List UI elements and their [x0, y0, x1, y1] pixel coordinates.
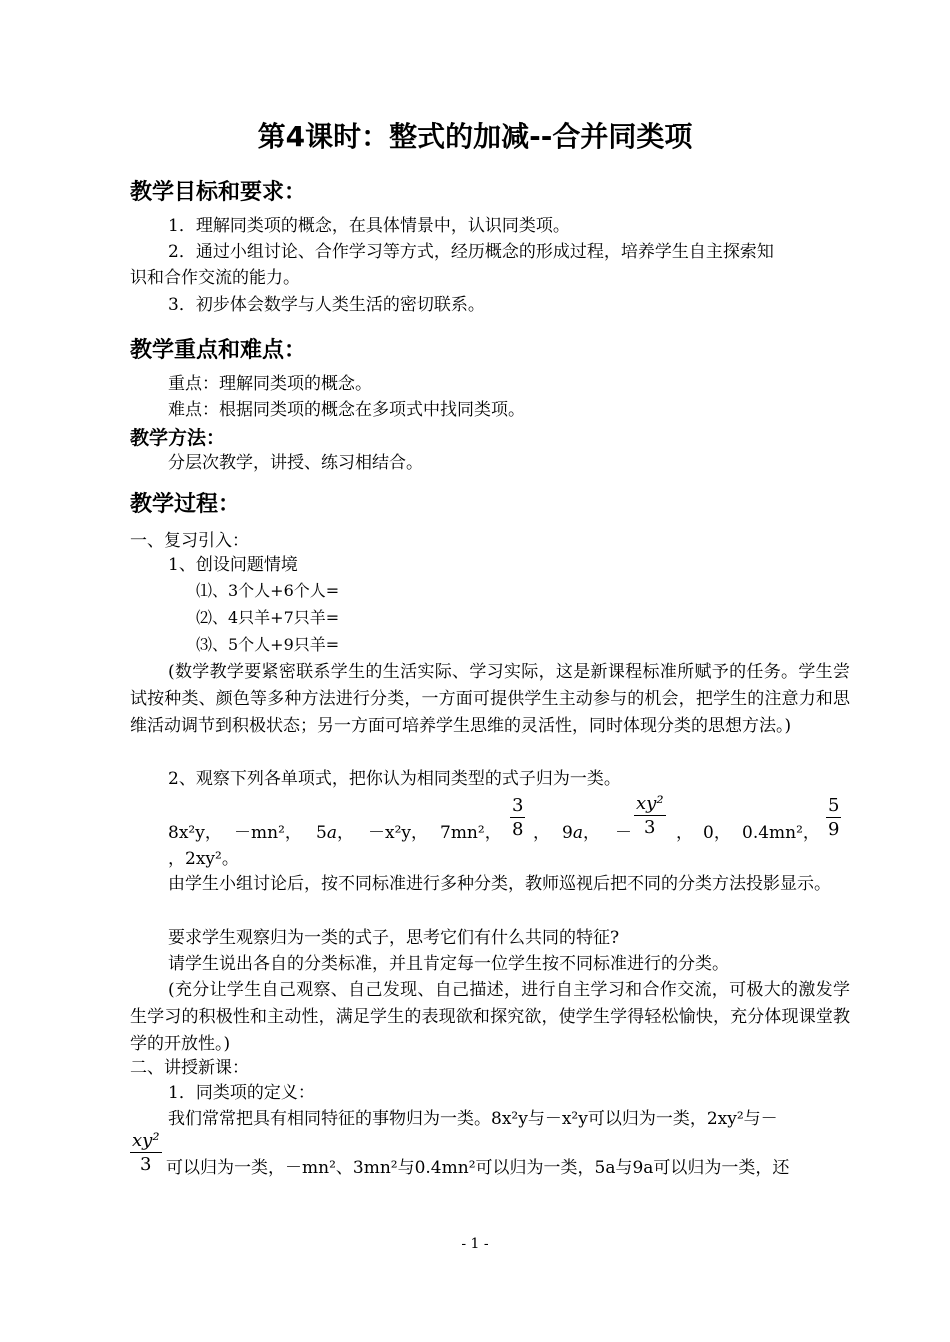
term-zero: 0， — [703, 823, 731, 843]
term-comma-2: ， — [676, 823, 693, 843]
teaching-note-1: (数学教学要紧密联系学生的生活实际、学习实际，这是新课程标准所赋予的任务。学生尝试按种类、颜色等多种方法进行分类，一方面可提供学生主动参与的机会，把学生的注意力和思维活动调节到积极状态；另一方面可培养学生思维的灵活性，同时体现分类的思想方法。) — [130, 662, 850, 736]
part-review: 一、复习引入： — [130, 531, 249, 551]
key-point: 重点：理解同类项的概念。 — [168, 374, 372, 394]
objective-1: 1．理解同类项的概念，在具体情景中，认识同类项。 — [168, 216, 570, 236]
difficult-point: 难点：根据同类项的概念在多项式中找同类项。 — [168, 400, 525, 420]
objective-3: 3．初步体会数学与人类生活的密切联系。 — [168, 295, 485, 315]
definition-line-2: 可以归为一类，－mn²、3mn²与0.4mn²可以归为一类，5a与9a可以归为一类，还 — [166, 1158, 790, 1178]
term-neg-x2y: －x²y， — [368, 823, 429, 843]
heading-method: 教学方法： — [130, 427, 226, 449]
step-observe: 2、观察下列各单项式，把你认为相同类型的式子归为一类。 — [168, 769, 621, 789]
question-1: ⑴、3个人+6个人= — [196, 581, 340, 600]
teaching-note-2: (充分让学生自己观察、自己发现、自己描述，进行自主学习和合作交流，可极大的激发学生学习的积极性和主动性，满足学生的表现欲和探究欲，使学生学得轻松愉快，充分体现课堂教学的开放性。) — [130, 980, 850, 1054]
objective-2: 2．通过小组讨论、合作学习等方式，经历概念的形成过程，培养学生自主探索知 — [168, 242, 774, 262]
paragraph-group-discussion: 由学生小组讨论后，按不同标准进行多种分类，教师巡视后把不同的分类方法投影显示。 — [168, 874, 831, 894]
term-2xy2: ，2xy²。 — [168, 849, 239, 869]
fraction-5-9: $\frac{5}{9}$ — [828, 795, 840, 840]
paragraph-say: 请学生说出各自的分类标准，并且肯定每一位学生按不同标准进行的分类。 — [168, 954, 729, 974]
fraction-xy2-3: $\frac{\text{xy²}}{3}$ — [636, 793, 664, 838]
definition-title: 1．同类项的定义： — [168, 1083, 315, 1103]
fraction-xy2-3-b: $\frac{\text{xy²}}{3}$ — [132, 1130, 160, 1175]
step-situation: 1、创设问题情境 — [168, 555, 298, 575]
term-0.4mn2: 0.4mn²， — [742, 823, 820, 843]
heading-objectives: 教学目标和要求： — [130, 180, 307, 205]
term-9a: 9a， — [562, 823, 600, 843]
question-2: ⑵、4只羊+7只羊= — [196, 608, 340, 627]
question-3: ⑶、5个人+9只羊= — [196, 635, 340, 654]
fraction-3-8: $\frac{3}{8}$ — [512, 795, 524, 840]
heading-key-points: 教学重点和难点： — [130, 338, 307, 363]
objective-2-cont: 识和合作交流的能力。 — [130, 268, 300, 288]
part-new-lesson: 二、讲授新课： — [130, 1058, 249, 1078]
page-title: 第4课时：整式的加减--合并同类项 — [257, 120, 693, 153]
term-5a: 5a， — [316, 823, 354, 843]
page-number: - 1 - — [461, 1236, 489, 1252]
paragraph-ask: 要求学生观察归为一类的式子，思考它们有什么共同的特征? — [168, 928, 620, 948]
term-neg-mn2: －mn²， — [234, 823, 302, 843]
term-7mn2: 7mn²， — [440, 823, 502, 843]
term-minus: － — [615, 823, 632, 843]
heading-process: 教学过程： — [130, 492, 241, 517]
method-text: 分层次教学，讲授、练习相结合。 — [168, 453, 423, 473]
term-8x2y: 8x²y， — [168, 823, 222, 843]
definition-line-1: 我们常常把具有相同特征的事物归为一类。8x²y与－x²y可以归为一类，2xy²与－ — [168, 1109, 778, 1129]
term-comma: ， — [533, 823, 550, 843]
